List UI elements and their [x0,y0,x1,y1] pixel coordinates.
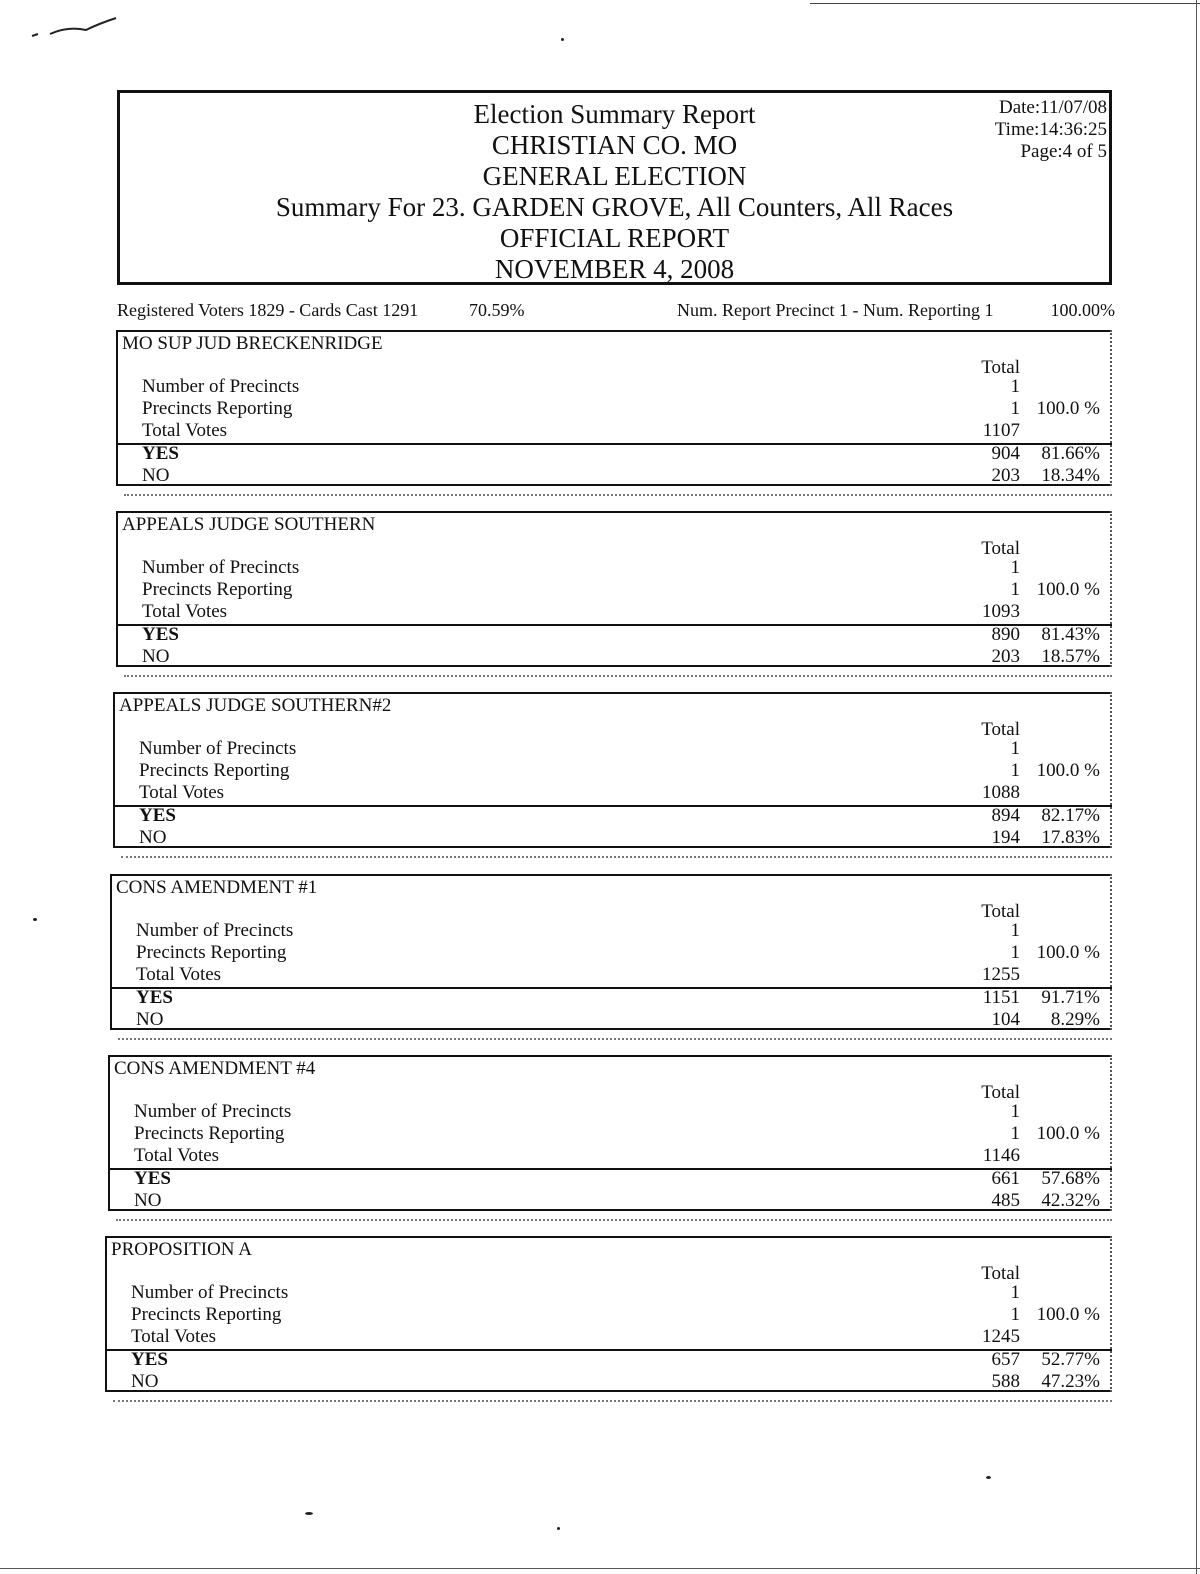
total-header-value: Total [981,538,1020,559]
precincts-reporting-row-value: 1 [1010,942,1020,963]
precincts-reporting-row-label: Precincts Reporting [142,398,293,419]
precincts-reporting-row [136,942,1112,964]
yes-row-percent: 57.68% [1041,1168,1100,1189]
total-votes-row [142,601,1112,623]
scan-edge-bottom [0,1568,1200,1569]
total-header-value: Total [981,1082,1020,1103]
reporting-percent: 100.00% [1050,300,1115,320]
race-title: PROPOSITION A [111,1239,252,1260]
no-row-label: NO [136,1009,164,1030]
no-row-value: 194 [991,827,1020,848]
scan-edge-right [1196,0,1197,1574]
number-of-precincts-row-label: Number of Precincts [131,1282,289,1303]
total-votes-row-value: 1146 [982,1145,1020,1166]
report-time: Time:14:36:25 [994,119,1107,140]
number-of-precincts-row [139,738,1112,760]
report-type: OFFICIAL REPORT [499,223,730,253]
no-row [142,465,1112,487]
precincts-reporting-row-label: Precincts Reporting [136,942,287,963]
number-of-precincts-row-label: Number of Precincts [142,557,300,578]
race-box [113,692,1112,848]
report-meta [995,97,1107,163]
no-row-percent: 8.29% [1050,1009,1100,1030]
race-title: APPEALS JUDGE SOUTHERN [122,514,376,535]
no-row [136,1009,1112,1031]
number-of-precincts-row-label: Number of Precincts [142,376,300,397]
no-row-label: NO [142,465,170,486]
yes-row-percent: 82.17% [1041,805,1100,826]
total-header-value: Total [981,1263,1020,1284]
precincts-reporting-row-percent: 100.0 % [1036,760,1100,781]
yes-row-value: 894 [991,805,1020,826]
precincts-reporting-row-label: Precincts Reporting [134,1123,285,1144]
election-date: NOVEMBER 4, 2008 [494,254,735,284]
total-votes-row [139,782,1112,804]
precinct-summary: Summary For 23. GARDEN GROVE, All Counters, All Races [275,192,954,222]
report-title: Election Summary Report [473,99,756,129]
total-votes-row [142,420,1112,442]
scan-speck [33,918,37,921]
no-row-percent: 47.23% [1041,1371,1100,1392]
yes-row-percent: 52.77% [1041,1349,1100,1370]
number-of-precincts-row-value: 1 [1010,1282,1020,1303]
precincts-reporting-row-label: Precincts Reporting [142,579,293,600]
precincts-reporting-row-value: 1 [1010,398,1020,419]
race-box [110,874,1112,1030]
yes-row-label: YES [131,1349,168,1370]
total-votes-row-value: 1255 [982,964,1020,985]
yes-row-label: YES [142,443,179,464]
race-title: MO SUP JUD BRECKENRIDGE [122,333,383,354]
no-row-percent: 18.57% [1041,646,1100,667]
no-row-label: NO [131,1371,159,1392]
total-votes-row-label: Total Votes [139,782,225,803]
yes-row-value: 904 [991,443,1020,464]
precincts-reporting-row-label: Precincts Reporting [131,1304,282,1325]
scan-speck [986,1476,991,1479]
precincts-reporting-row [142,398,1112,420]
number-of-precincts-row-label: Number of Precincts [136,920,294,941]
no-row-label: NO [139,827,167,848]
race-box [108,1055,1112,1211]
yes-row-percent: 81.66% [1041,443,1100,464]
no-row [134,1190,1112,1212]
number-of-precincts-row-value: 1 [1010,1101,1020,1122]
total-votes-row-value: 1088 [982,782,1020,803]
race-title: CONS AMENDMENT #4 [114,1058,316,1079]
scan-noise-line [124,675,1112,677]
no-row-percent: 42.32% [1041,1190,1100,1211]
report-header [117,90,1112,285]
precincts-reporting-row-percent: 100.0 % [1036,1304,1100,1325]
yes-row [139,805,1112,827]
scan-speck [557,1527,560,1530]
number-of-precincts-row [142,376,1112,398]
no-row [139,827,1112,849]
yes-row-label: YES [139,805,176,826]
total-header-value: Total [981,901,1020,922]
race-box [116,511,1112,667]
yes-row-label: YES [136,987,173,1008]
race-title: CONS AMENDMENT #1 [116,877,318,898]
scan-noise-line [121,856,1112,858]
race-box [116,330,1112,486]
yes-row-label: YES [142,624,179,645]
yes-row-percent: 91.71% [1041,987,1100,1008]
total-votes-row [134,1145,1112,1167]
no-row-value: 203 [991,646,1020,667]
turnout-percent: 70.59% [469,300,525,320]
total-header-value: Total [981,719,1020,740]
precincts-reporting-row-percent: 100.0 % [1036,1123,1100,1144]
total-votes-row-label: Total Votes [134,1145,220,1166]
report-title-block [120,99,1109,285]
precincts-reporting-row-value: 1 [1010,1123,1020,1144]
no-row-label: NO [142,646,170,667]
scan-speck [561,38,564,41]
no-row [131,1371,1112,1393]
yes-row-label: YES [134,1168,171,1189]
number-of-precincts-row [131,1282,1112,1304]
total-votes-row-label: Total Votes [142,601,228,622]
total-header-value: Total [981,357,1020,378]
total-votes-row-value: 1093 [982,601,1020,622]
number-of-precincts-row-label: Number of Precincts [139,738,297,759]
precincts-reporting-row-label: Precincts Reporting [139,760,290,781]
election-name: GENERAL ELECTION [482,161,747,191]
yes-row [131,1349,1112,1371]
no-row-label: NO [134,1190,162,1211]
scan-noise-line [118,1038,1112,1040]
precincts-reporting-row [139,760,1112,782]
scan-noise-line [124,494,1112,496]
no-row-percent: 17.83% [1041,827,1100,848]
total-votes-row-label: Total Votes [136,964,222,985]
yes-row-value: 890 [991,624,1020,645]
yes-row [142,443,1112,465]
precincts-reporting-row-value: 1 [1010,1304,1020,1325]
precincts-reporting-row [142,579,1112,601]
race-box [105,1236,1112,1392]
race-title: APPEALS JUDGE SOUTHERN#2 [119,695,392,716]
precincts-reporting-row-value: 1 [1010,760,1020,781]
precincts-reporting-row-value: 1 [1010,579,1020,600]
report-date: Date:11/07/08 [999,97,1107,118]
no-row-percent: 18.34% [1041,465,1100,486]
number-of-precincts-row-value: 1 [1010,738,1020,759]
yes-row [142,624,1112,646]
precincts-reporting-text: Num. Report Precinct 1 - Num. Reporting 1 [677,300,994,320]
no-row-value: 203 [991,465,1020,486]
total-votes-row-value: 1107 [982,420,1020,441]
yes-row [134,1168,1112,1190]
number-of-precincts-row-value: 1 [1010,557,1020,578]
no-row-value: 485 [991,1190,1020,1211]
number-of-precincts-row-value: 1 [1010,920,1020,941]
number-of-precincts-row-value: 1 [1010,376,1020,397]
precincts-reporting-row [134,1123,1112,1145]
precincts-reporting-row-percent: 100.0 % [1036,398,1100,419]
registered-voters-text: Registered Voters 1829 - Cards Cast 1291 [117,300,419,320]
page-number: Page:4 of 5 [1020,141,1107,162]
number-of-precincts-row [136,920,1112,942]
total-votes-row-label: Total Votes [142,420,228,441]
yes-row-value: 657 [991,1349,1020,1370]
pen-mark [28,12,128,42]
scan-speck [305,1512,313,1515]
no-row-value: 104 [991,1009,1020,1030]
county-name: CHRISTIAN CO. MO [491,130,738,160]
yes-row-value: 661 [991,1168,1020,1189]
total-votes-row [136,964,1112,986]
number-of-precincts-row-label: Number of Precincts [134,1101,292,1122]
scan-noise-line [113,1400,1112,1402]
number-of-precincts-row [134,1101,1112,1123]
precincts-reporting-row [131,1304,1112,1326]
yes-row [136,987,1112,1009]
precincts-reporting-row-percent: 100.0 % [1036,942,1100,963]
yes-row-value: 1151 [982,987,1020,1008]
scan-noise-line [116,1219,1112,1221]
total-votes-row [131,1326,1112,1348]
no-row [142,646,1112,668]
yes-row-percent: 81.43% [1041,624,1100,645]
total-votes-row-value: 1245 [982,1326,1020,1347]
total-votes-row-label: Total Votes [131,1326,217,1347]
turnout-summary [117,298,1115,322]
number-of-precincts-row [142,557,1112,579]
scan-edge-top [810,3,1200,4]
precincts-reporting-row-percent: 100.0 % [1036,579,1100,600]
no-row-value: 588 [991,1371,1020,1392]
